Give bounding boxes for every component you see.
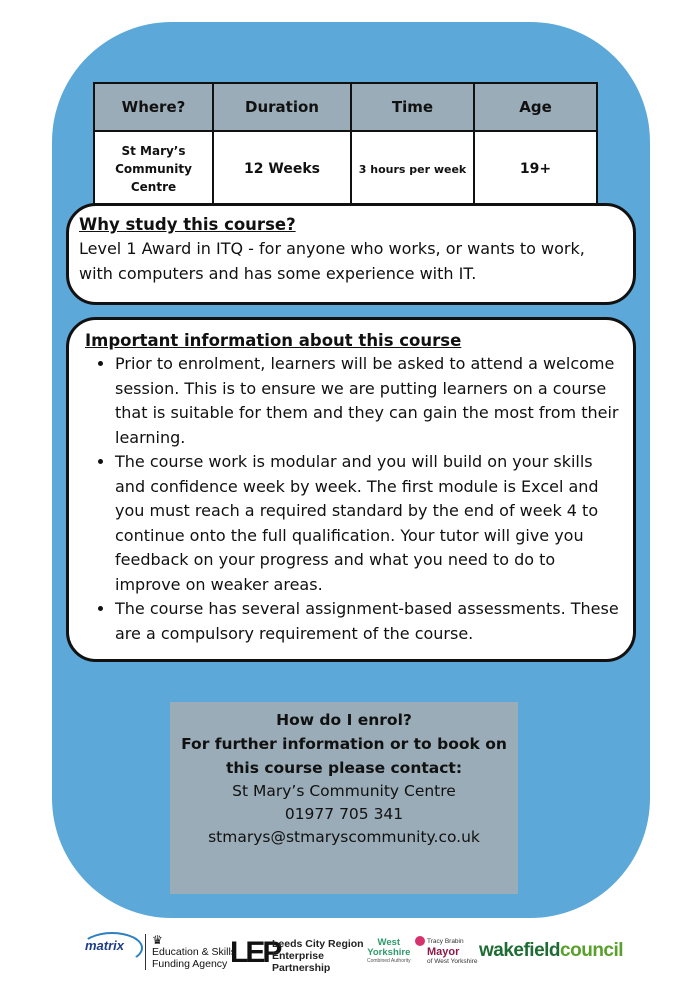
important-info-card [66,317,636,662]
cell-time: 3 hours per week [351,131,474,207]
list-item: • The course has several assignment-based assessments. These are a compulsory requirement of the course. [115,597,619,646]
table-header-row [94,83,597,131]
course-info-table [93,82,598,208]
cell-age: 19+ [474,131,597,207]
royal-crest-icon: ♛ [152,933,163,947]
why-study-title: Why study this course? [79,215,296,234]
header-where: Where? [94,83,213,131]
important-info-list [85,352,619,646]
matrix-logo: matrix [85,938,124,953]
header-age: Age [474,83,597,131]
enrol-heading: How do I enrol? [276,711,412,729]
important-info-title: Important information about this course [85,331,462,350]
header-duration: Duration [213,83,351,131]
matrix-swoosh-icon [81,932,143,964]
contact-venue: St Mary’s Community Centre [232,782,456,800]
enrol-subheading: For further information or to book on this course please contact: [181,735,507,777]
footer-logos: matrix ♛ Education & Skills Funding Agency LEP Leeds City Region Enterprise Partnership West Yorkshire Combined Authority Tracy Brabin Mayor of West Yorkshire wakefieldcouncil [85,930,615,975]
west-yorkshire-ca-logo: West Yorkshire Combined Authority [367,937,411,964]
cell-where: St Mary’s Community Centre [94,131,213,207]
wakefield-council-logo: wakefieldcouncil [479,940,624,961]
cell-duration: 12 Weeks [213,131,351,207]
lep-mark-icon: LEP [230,936,280,969]
enrol-info-box [170,702,518,894]
mayor-mark-icon [415,936,425,946]
table-row [94,131,597,207]
why-study-card [66,203,636,305]
contact-phone[interactable]: 01977 705 341 [284,805,404,823]
contact-email[interactable]: stmarys@stmaryscommunity.co.uk [208,828,480,846]
why-study-body: Level 1 Award in ITQ - for anyone who works, or wants to work, with computers and has some experience with IT. [79,239,585,283]
list-item: • Prior to enrolment, learners will be asked to attend a welcome session. This is to ensure we are putting learners on a course that is suitable for them and they can gain the most from their learning. [115,352,619,450]
list-item: • The course work is modular and you will build on your skills and confidence week by week. The first module is Excel and you must reach a required standard by the end of week 4 to continue onto the full qualification. Your tutor will give you feedback on your progress and what you need to do to improve on weaker areas. [115,450,619,597]
esfa-logo: ♛ Education & Skills Funding Agency [145,934,236,970]
header-time: Time [351,83,474,131]
